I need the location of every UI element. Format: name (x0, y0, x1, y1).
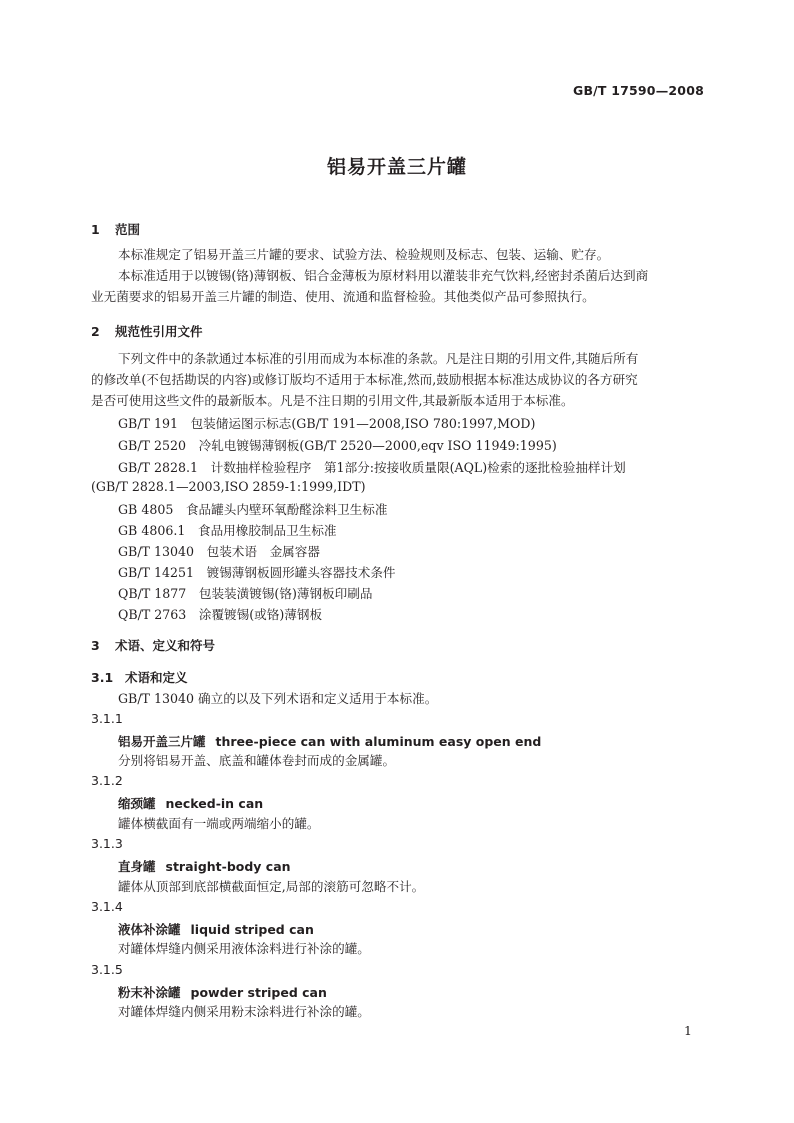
section-1-heading (91, 220, 140, 238)
term-en: necked-in can (165, 796, 264, 811)
section-number: 1 (91, 222, 100, 237)
section-title: 范围 (115, 222, 141, 237)
subsection-heading (91, 668, 188, 686)
paragraph-line: 本标准适用于以镀锡(铬)薄钢板、铝合金薄板为原材料用以灌装非充气饮料,经密封杀菌后达到商 (118, 268, 649, 283)
reference-item: GB/T 191 包装储运图示标志(GB/T 191—2008,ISO 780:1997,MOD) (118, 416, 536, 431)
paragraph-line: 的修改单(不包括勘误的内容)或修订版均不适用于本标准,然而,鼓励根据本标准达成协议的各方研究 (91, 372, 638, 387)
section-2-heading (91, 322, 203, 340)
term-number: 3.1.4 (91, 899, 123, 914)
paragraph: 本标准规定了铝易开盖三片罐的要求、试验方法、检验规则及标志、包装、运输、贮存。 (118, 247, 610, 262)
term-definition: 对罐体焊缝内侧采用粉末涂料进行补涂的罐。 (118, 1004, 370, 1019)
term-zh: 直身罐 (118, 859, 156, 874)
paragraph-line: 是否可使用这些文件的最新版本。凡是不注日期的引用文件,其最新版本适用于本标准。 (91, 393, 574, 408)
paragraph-line: 业无菌要求的铝易开盖三片罐的制造、使用、流通和监督检验。其他类似产品可参照执行。 (91, 289, 595, 304)
term-zh: 缩颈罐 (118, 796, 156, 811)
reference-item: QB/T 1877 包装装潢镀锡(铬)薄钢板印刷品 (118, 586, 373, 601)
term-zh: 粉末补涂罐 (118, 985, 181, 1000)
term-en: three-piece can with aluminum easy open end (215, 734, 542, 749)
page-number: 1 (684, 1023, 692, 1038)
paragraph: GB/T 13040 确立的以及下列术语和定义适用于本标准。 (118, 691, 438, 706)
term-en: powder striped can (190, 985, 327, 1000)
section-3-heading (91, 636, 215, 654)
section-title: 术语、定义和符号 (115, 638, 216, 653)
term-heading (118, 794, 263, 812)
reference-item: GB 4805 食品罐头内壁环氧酚醛涂料卫生标准 (118, 502, 388, 517)
term-definition: 对罐体焊缝内侧采用液体涂料进行补涂的罐。 (118, 941, 370, 956)
section-number: 2 (91, 324, 100, 339)
reference-item: QB/T 2763 涂覆镀锡(或铬)薄钢板 (118, 607, 323, 622)
reference-item: GB/T 2520 冷轧电镀锡薄钢板(GB/T 2520—2000,eqv ISO 11949:1995) (118, 438, 557, 453)
section-number: 3 (91, 638, 100, 653)
reference-item: GB/T 13040 包装术语 金属容器 (118, 544, 320, 559)
section-title: 规范性引用文件 (115, 324, 203, 339)
term-heading (118, 983, 327, 1001)
standard-code: GB/T 17590—2008 (572, 83, 704, 98)
term-en: liquid striped can (190, 922, 314, 937)
reference-item: GB/T 14251 镀锡薄钢板圆形罐头容器技术条件 (118, 565, 396, 580)
term-number: 3.1.1 (91, 711, 123, 726)
paragraph-line: 下列文件中的条款通过本标准的引用而成为本标准的条款。凡是注日期的引用文件,其随后所有 (118, 351, 639, 366)
term-definition: 分别将铝易开盖、底盖和罐体卷封而成的金属罐。 (118, 753, 396, 768)
subsection-title: 术语和定义 (125, 670, 188, 685)
reference-item: GB/T 2828.1 计数抽样检验程序 第1部分:按接收质量限(AQL)检索的逐批检验抽样计划 (118, 460, 626, 475)
term-zh: 铝易开盖三片罐 (118, 734, 206, 749)
reference-item: GB 4806.1 食品用橡胶制品卫生标准 (118, 523, 337, 538)
term-zh: 液体补涂罐 (118, 922, 181, 937)
term-definition: 罐体横截面有一端或两端缩小的罐。 (118, 816, 320, 831)
term-definition: 罐体从顶部到底部横截面恒定,局部的滚筋可忽略不计。 (118, 879, 425, 894)
term-number: 3.1.5 (91, 962, 123, 977)
term-number: 3.1.3 (91, 836, 123, 851)
term-heading (118, 920, 314, 938)
reference-item-continuation: (GB/T 2828.1—2003,ISO 2859-1:1999,IDT) (91, 479, 366, 494)
subsection-number: 3.1 (91, 670, 114, 685)
document-title: 铝易开盖三片罐 (326, 156, 467, 178)
term-number: 3.1.2 (91, 773, 123, 788)
term-en: straight-body can (165, 859, 291, 874)
term-heading (118, 857, 291, 875)
term-heading (118, 732, 541, 750)
